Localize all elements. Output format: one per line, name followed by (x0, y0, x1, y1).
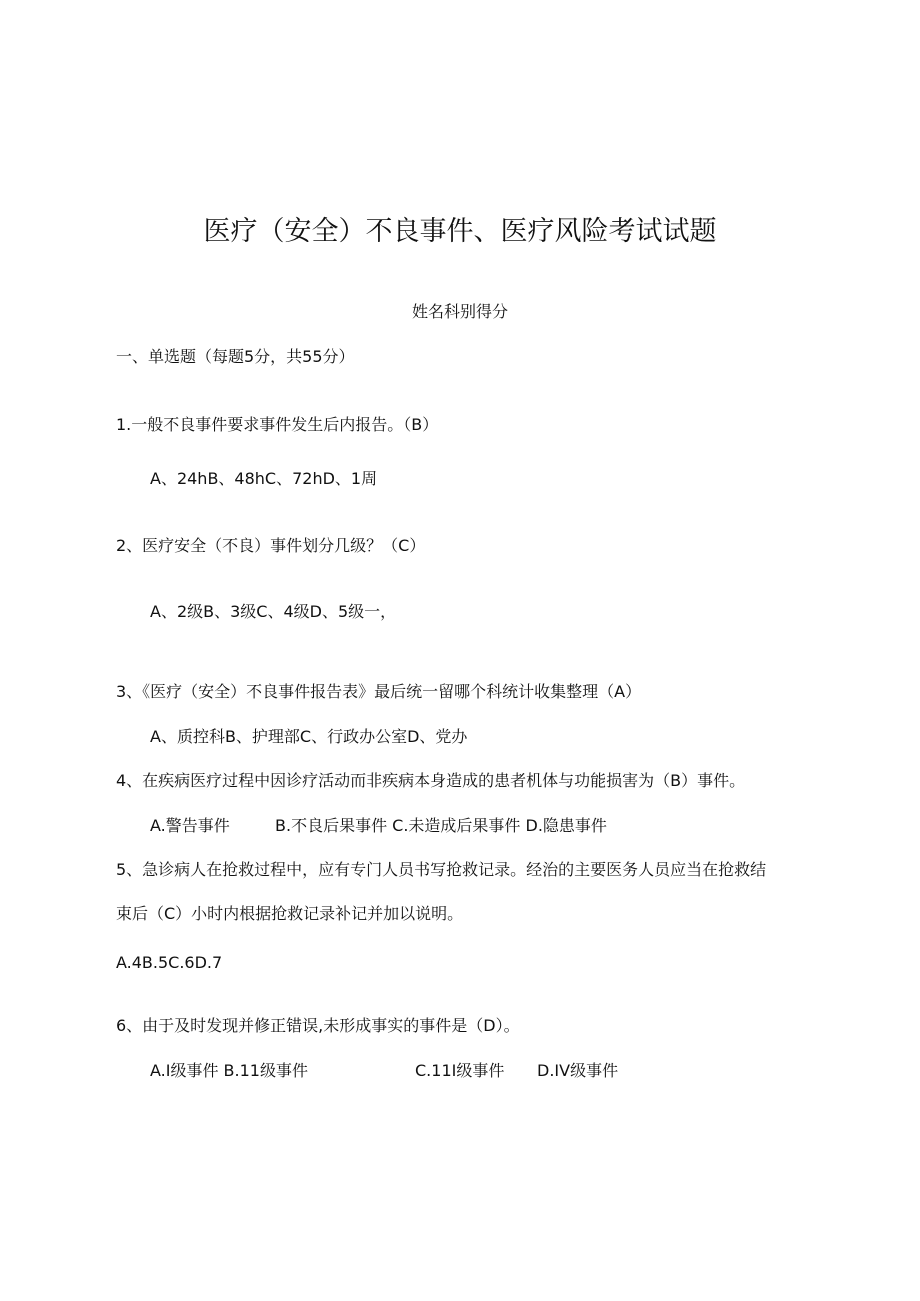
question-5-stem-line-2: 束后（C）小时内根据抢救记录补记并加以说明。 (116, 904, 464, 923)
question-6-option-d: D.IV级事件 (537, 1061, 619, 1080)
question-6-option-c: C.11I级事件 (415, 1061, 505, 1080)
question-5-stem-line-1: 5、急诊病人在抢救过程中，应有专门人员书写抢救记录。经治的主要医务人员应当在抢救结 (116, 860, 767, 879)
question-1-stem: 1.一般不良事件要求事件发生后内报告。（B） (116, 415, 439, 434)
question-6-stem: 6、由于及时发现并修正错误,未形成事实的事件是（D）。 (116, 1016, 520, 1035)
question-3-options: A、质控科B、护理部C、行政办公室D、党办 (150, 727, 468, 746)
question-4-option-a: A.警告事件 (150, 816, 230, 835)
question-2-stem: 2、医疗安全（不良）事件划分几级？（C） (116, 536, 426, 555)
question-6-options-ab: A.I级事件 B.11级事件 (150, 1061, 308, 1080)
question-2-options: A、2级B、3级C、4级D、5级一， (150, 602, 397, 621)
name-department-score-line: 姓名科别得分 (411, 302, 508, 321)
section-heading: 一、单选题（每题5分，共55分） (116, 347, 355, 366)
page-title: 医疗（安全）不良事件、医疗风险考试试题 (203, 216, 717, 247)
question-5-options: A.4B.5C.6D.7 (116, 953, 223, 972)
question-4-options-bcd: B.不良后果事件 C.未造成后果事件 D.隐患事件 (275, 816, 607, 835)
question-1-options: A、24hB、48hC、72hD、1周 (150, 469, 378, 488)
question-4-stem: 4、在疾病医疗过程中因诊疗活动而非疾病本身造成的患者机体与功能损害为（B）事件。 (116, 771, 746, 790)
question-3-stem: 3、《医疗（安全）不良事件报告表》最后统一留哪个科统计收集整理（A） (116, 682, 642, 701)
